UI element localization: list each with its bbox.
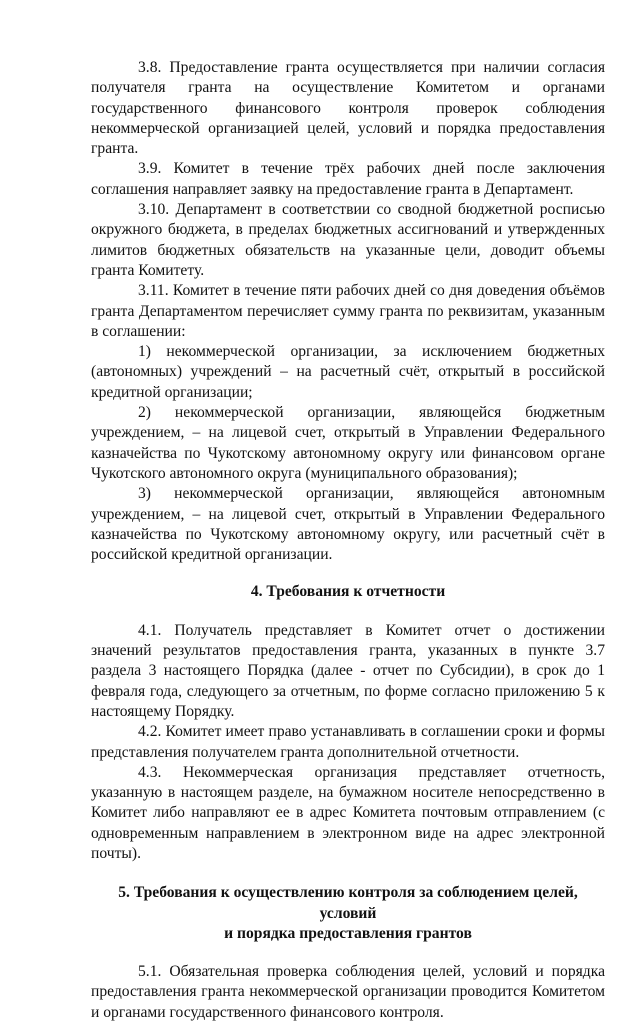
section-4-heading: 4. Требования к отчетности xyxy=(250,583,446,601)
document-page xyxy=(91,58,605,1023)
paragraph-4-2: 4.2. Комитет имеет право устанавливать в соглашении сроки и формы представления получателем гранта дополнительной отчетности. xyxy=(91,723,605,761)
paragraph-4-3: 4.3. Некоммерческая организация представляет отчетность, указанную в настоящем разделе, на бумажном носителе непосредственно в Комитет либо направляют ее в адрес Комитета почтовым отправлением (с одновременным направлением в электронном виде на адрес электронной почты). xyxy=(91,763,605,862)
paragraph-5-1: 5.1. Обязательная проверка соблюдения целей, условий и порядка предоставления гранта некоммерческой организации проводится Комитетом и органами государственного финансового контроля. xyxy=(91,963,605,1021)
section-5-heading xyxy=(91,883,605,944)
section-5-heading-line-2: и порядка предоставления грантов xyxy=(224,924,472,942)
paragraph-3-10: 3.10. Департамент в соответствии со сводной бюджетной росписью окружного бюджета, в пределах бюджетных ассигнований и утвержденных лимитов бюджетных обязательств на указанные цели, доводит объемы гранта Комитету. xyxy=(91,201,605,279)
paragraph-3-8: 3.8. Предоставление гранта осуществляется при наличии согласия получателя гранта на осуществление Комитетом и органами государственного финансового контроля проверок соблюдения некоммерческой организацией целей, условий и порядка предоставления гранта. xyxy=(91,59,605,158)
paragraph-3-9: 3.9. Комитет в течение трёх рабочих дней после заключения соглашения направляет заявку на предоставление гранта в Департамент. xyxy=(91,160,605,198)
paragraph-4-1: 4.1. Получатель представляет в Комитет отчет о достижении значений результатов предоставления гранта, указанных в пункте 3.7 раздела 3 настоящего Порядка (далее - отчет по Субсидии), в срок до 1 февраля года, следующего за отчетным, по форме согласно приложению 5 к настоящему Порядку. xyxy=(91,621,605,720)
list-item-3: 3) некоммерческой организации, являющейся автономным учреждением, – на лицевой счет, открытый в Управлении Федерального казначейства по Чукотскому автономному округу, или расчетный счёт в российской кредитной организации. xyxy=(91,485,605,564)
list-item-1: 1) некоммерческой организации, за исключением бюджетных (автономных) учреждений – на расчетный счёт, открытый в российской кредитной организации; xyxy=(91,343,605,401)
paragraph-3-11: 3.11. Комитет в течение пяти рабочих дней со дня доведения объёмов гранта Департаментом перечисляет сумму гранта по реквизитам, указанным в соглашении: xyxy=(91,282,605,340)
section-5-heading-line-1: 5. Требования к осуществлению контроля за соблюдением целей, условий xyxy=(118,884,578,922)
list-item-2: 2) некоммерческой организации, являющейся бюджетным учреждением, – на лицевой счет, открытый в Управлении Федерального казначейства по Чукотскому автономному округу или финансовом органе Чукотского автономного округа (муниципального образования); xyxy=(91,404,605,482)
